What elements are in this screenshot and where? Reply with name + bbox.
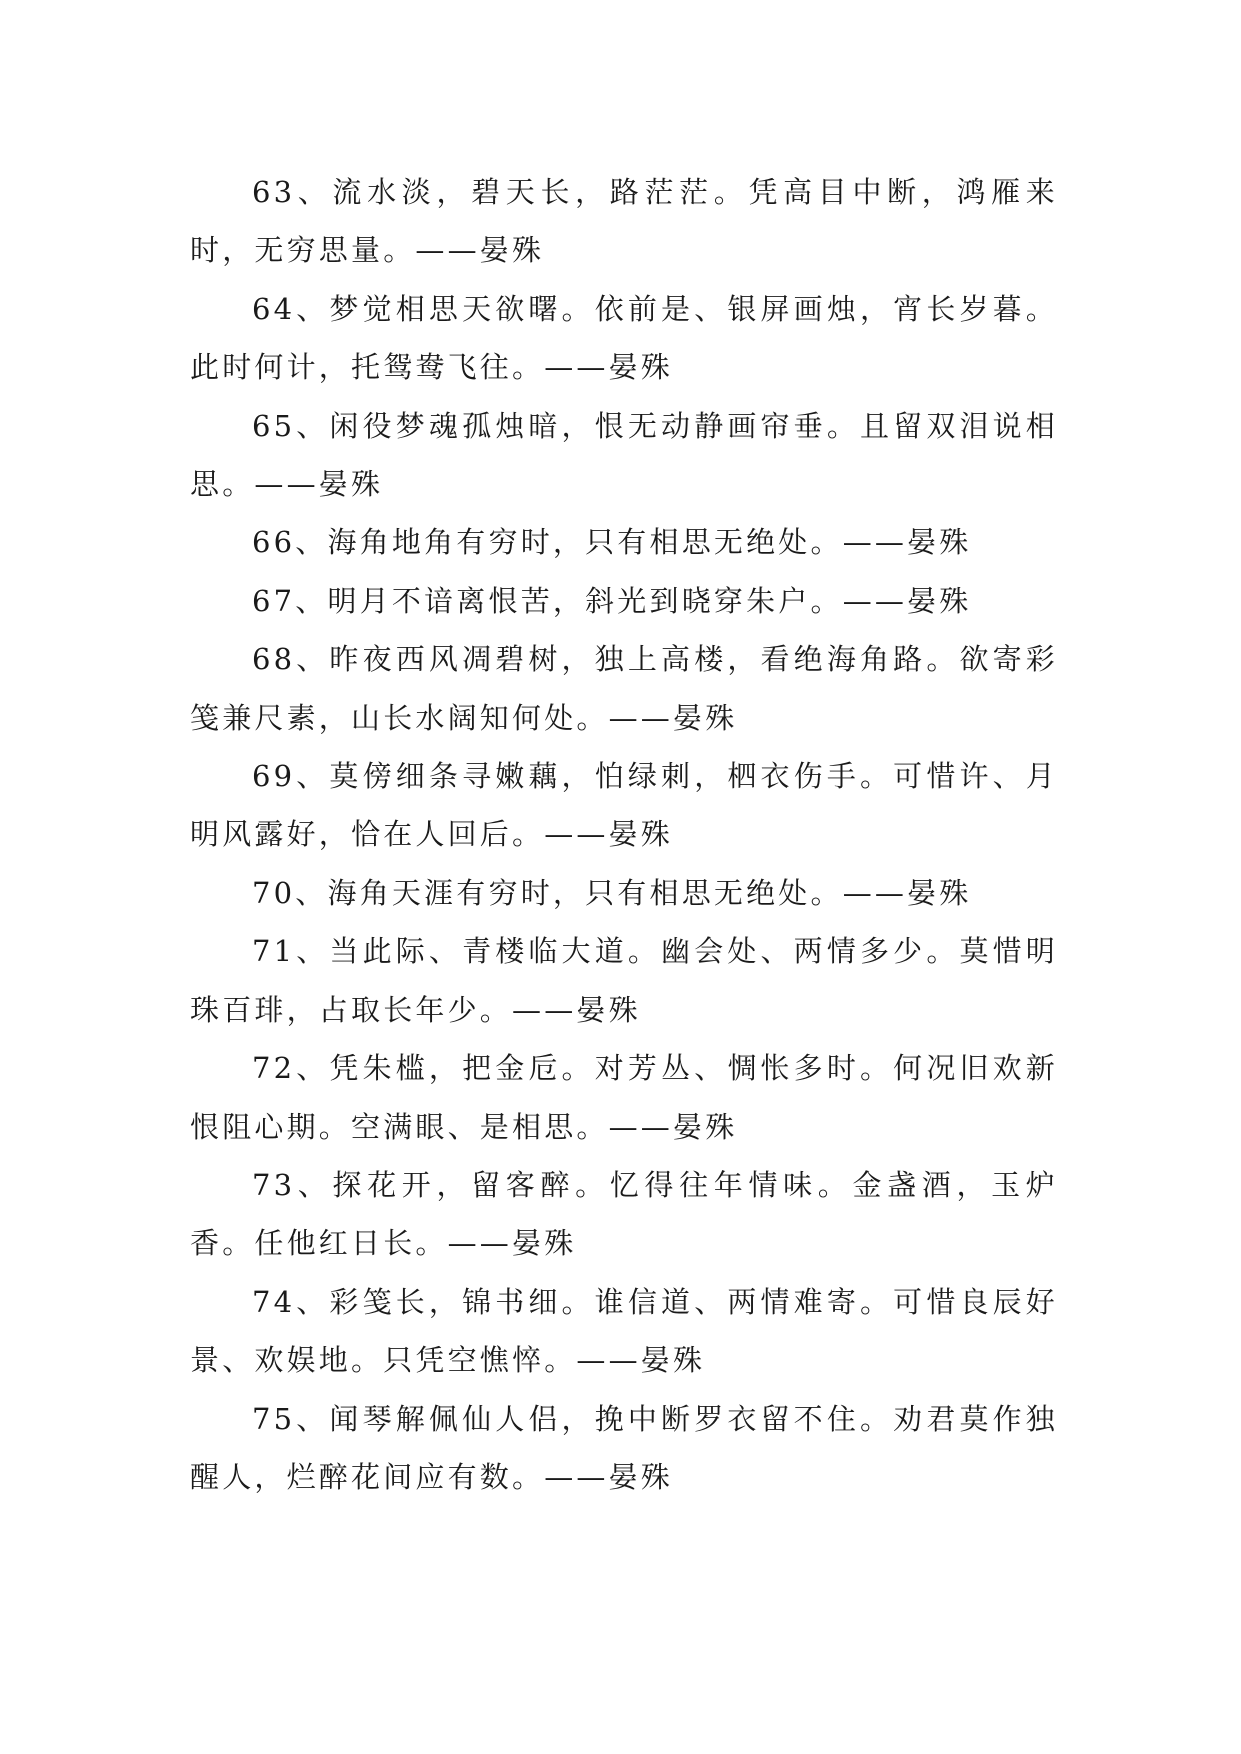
quote-paragraph-69: 69、莫傍细条寻嫩藕，怕绿刺，柶衣伤手。可惜许、月明风露好，恰在人回后。——晏殊 — [190, 759, 1058, 852]
quote-paragraph-71: 71、当此际、青楼临大道。幽会处、两情多少。莫惜明珠百琲，占取长年少。——晏殊 — [190, 934, 1058, 1027]
quote-paragraph-68: 68、昨夜西风凋碧树，独上高楼，看绝海角路。欲寄彩笺兼尺素，山长水阔知何处。——晏殊 — [190, 642, 1058, 735]
quote-paragraph-75: 75、闻琴解佩仙人侣，挽中断罗衣留不住。劝君莫作独醒人，烂醉花间应有数。——晏殊 — [190, 1401, 1058, 1494]
document-body — [190, 163, 1058, 1506]
quote-paragraph-67: 67、明月不谙离恨苦，斜光到晓穿朱户。——晏殊 — [252, 583, 972, 618]
quote-paragraph-65: 65、闲役梦魂孤烛暗，恨无动静画帘垂。且留双泪说相思。——晏殊 — [190, 408, 1058, 502]
quote-paragraph-73: 73、探花开，留客醉。忆得往年情味。金盏酒，玉炉香。任他红日长。——晏殊 — [190, 1167, 1058, 1261]
quote-paragraph-74: 74、彩笺长，锦书细。谁信道、两情难寄。可惜良辰好景、欢娱地。只凭空憔悴。——晏殊 — [190, 1284, 1058, 1378]
quote-paragraph-63: 63、流水淡，碧天长，路茫茫。凭高目中断，鸿雁来时，无穷思量。——晏殊 — [190, 175, 1058, 268]
quote-paragraph-70: 70、海角天涯有穷时，只有相思无绝处。——晏殊 — [252, 875, 972, 910]
quote-paragraph-66: 66、海角地角有穷时，只有相思无绝处。——晏殊 — [252, 525, 972, 560]
quote-paragraph-72: 72、凭朱槛，把金卮。对芳丛、惆怅多时。何况旧欢新恨阻心期。空满眼、是相思。——晏殊 — [190, 1051, 1058, 1144]
quote-paragraph-64: 64、梦觉相思天欲曙。依前是、银屏画烛，宵长岁暮。此时何计，托鸳鸯飞往。——晏殊 — [190, 291, 1058, 385]
